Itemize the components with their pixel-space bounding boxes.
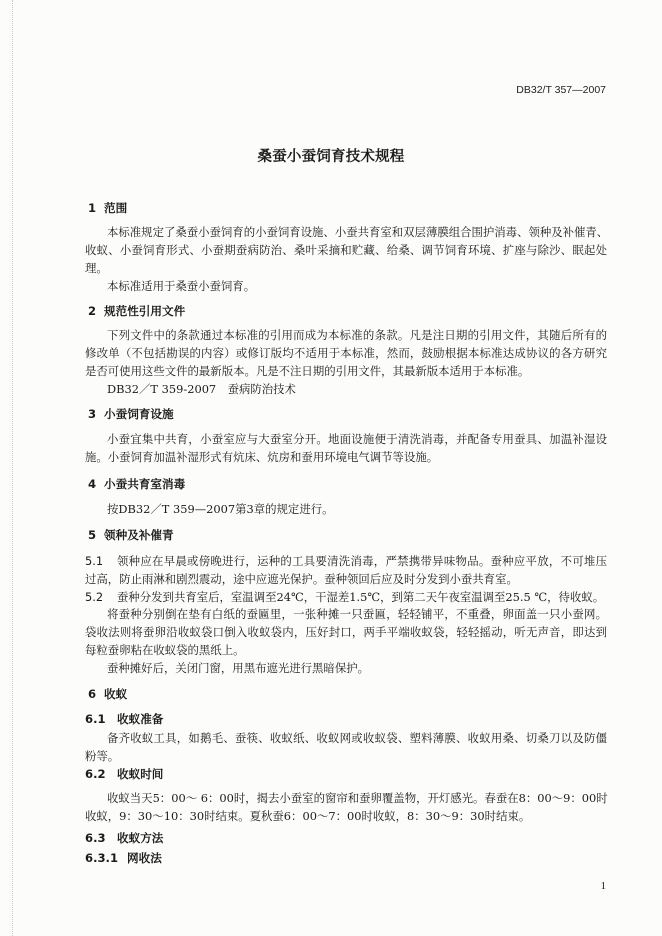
section-2-para-1-line-1: 下列文件中的条款通过本标准的引用而成为本标准的条款。凡是注日期的引用文件，其随后所有的	[107, 328, 607, 342]
clause-6-1-para-1-line-1: 备齐收蚁工具，如鹅毛、蚕筷、收蚁纸、收蚁网或收蚁袋、塑料薄膜、收蚁用桑、切桑刀以及防僵	[107, 731, 607, 745]
section-1-para-1-line-2: 收蚁、小蚕饲育形式、小蚕期蚕病防治、桑叶采摘和贮藏、给桑、调节饲育环境、扩座与除沙、眠起处	[85, 243, 607, 257]
section-5-number: 5	[88, 528, 97, 542]
clause-5-2-para-2-line-2: 袋收法则将蚕卵沿收蚁袋口倒入收蚁袋内，压好封口，两手平端收蚁袋，轻轻摇动，听无声音，即达到	[85, 625, 607, 639]
section-3-heading: 小蚕饲育设施	[104, 407, 174, 421]
section-4-number: 4	[88, 477, 97, 491]
page-number: 1	[600, 880, 606, 892]
clause-6-1-heading: 收蚁准备	[117, 712, 164, 726]
clause-5-2-number: 5.2	[85, 590, 104, 604]
section-2-para-1-line-3: 是否可使用这些文件的最新版本。凡是不注日期的引用文件，其最新版本适用于本标准。	[85, 364, 530, 378]
section-2-number: 2	[88, 304, 97, 318]
section-6-number: 6	[88, 687, 97, 701]
clause-6-3-1-heading: 网收法	[127, 851, 162, 865]
clause-5-1-line-2: 过高，防止雨淋和剧烈震动，途中应遮光保护。蚕种领回后应及时分发到小蚕共育室。	[85, 572, 518, 586]
section-5-heading: 领种及补催青	[104, 528, 174, 542]
section-2-reference: DB32／T 359-2007 蚕病防治技术	[107, 382, 296, 396]
section-1-para-1-line-3: 理。	[85, 261, 108, 275]
section-2-heading: 规范性引用文件	[104, 304, 186, 318]
clause-6-1-number: 6.1	[85, 712, 106, 726]
section-6-heading: 收蚁	[104, 687, 128, 701]
section-4-para-1-line-1: 按DB32／T 359—2007第3章的规定进行。	[107, 502, 334, 516]
section-1-para-1-line-1: 本标准规定了桑蚕小蚕饲育的小蚕饲育设施、小蚕共育室和双层薄膜组合围护消毒、领种及补催青、	[107, 225, 609, 239]
clause-5-2-para-2-line-3: 每粒蚕卵粘在收蚁袋的黑纸上。	[85, 643, 245, 657]
clause-5-2-line-1: 蚕种分发到共育室后，室温调至24℃，干湿差1.5℃，到第二天午夜室温调至25.5 ℃，待收蚁。	[117, 590, 605, 604]
clause-6-3-heading: 收蚁方法	[117, 831, 164, 845]
standard-code: DB32/T 357—2007	[516, 84, 606, 96]
clause-6-2-para-1-line-1: 收蚁当天5：00～ 6：00时，揭去小蚕室的窗帘和蚕卵覆盖物，开灯感光。春蚕在8：00～9：00时	[107, 791, 608, 805]
clause-6-2-para-1-line-2: 收蚁，9：30～10：30时结束。夏秋蚕6：00～7：00时收蚁，8：30～9：30时结束。	[85, 809, 531, 823]
clause-6-3-1-number: 6.3.1	[85, 851, 119, 865]
section-3-para-1-line-2: 施。小蚕饲育加温补湿形式有炕床、炕房和蚕用环境电气调节等设施。	[85, 450, 439, 464]
section-3-number: 3	[88, 407, 97, 421]
clause-6-3-number: 6.3	[85, 831, 106, 845]
section-1-heading: 范围	[104, 201, 128, 215]
section-3-para-1-line-1: 小蚕宜集中共育，小蚕室应与大蚕室分开。地面设施便于清洗消毒，并配备专用蚕具、加温补湿设	[107, 432, 607, 446]
clause-5-2-para-2-line-1: 将蚕种分别倒在垫有白纸的蚕匾里，一张种摊一只蚕匾，轻轻铺平，不重叠，卵面盖一只小蚕网。	[107, 607, 607, 621]
clause-5-2-para-3-line-1: 蚕种摊好后，关闭门窗，用黑布遮光进行黑暗保护。	[107, 661, 369, 675]
section-2-para-1-line-2: 修改单（不包括勘误的内容）或修订版均不适用于本标准，然而，鼓励根据本标准达成协议的各方研究	[85, 346, 607, 360]
section-4-heading: 小蚕共育室消毒	[104, 477, 186, 491]
clause-6-1-para-1-line-2: 粉等。	[85, 749, 120, 763]
section-1-para-2-line-1: 本标准适用于桑蚕小蚕饲育。	[107, 279, 256, 293]
clause-5-1-number: 5.1	[85, 554, 104, 568]
clause-6-2-number: 6.2	[85, 767, 106, 781]
document-title: 桑蚕小蚕饲育技术规程	[257, 149, 405, 165]
binding-margin-line	[12, 0, 13, 936]
clause-6-2-heading: 收蚁时间	[117, 767, 164, 781]
section-1-number: 1	[88, 201, 97, 215]
clause-5-1-line-1: 领种应在早晨或傍晚进行，运种的工具要清洗消毒，严禁携带异味物品。蚕种应平放，不可堆压	[117, 554, 607, 568]
